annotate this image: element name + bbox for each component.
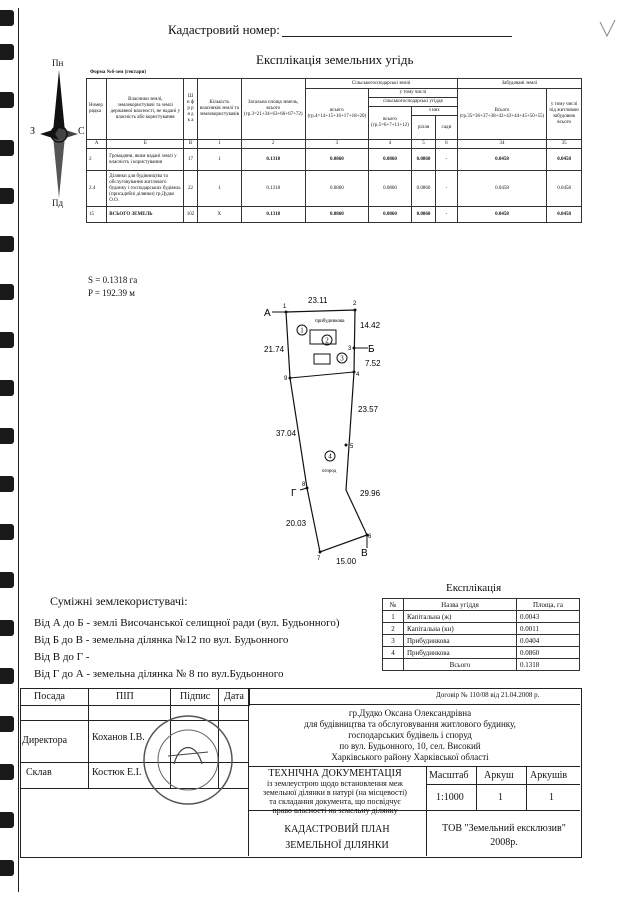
neighbor-item: Від В до Г - xyxy=(34,651,90,663)
table-row-total: Всього 0.1318 xyxy=(383,659,580,671)
length-5-6: 29.96 xyxy=(360,489,381,498)
th-housing: у тому числі під житловою забудовою всього xyxy=(547,89,582,140)
length-2-3: 14.42 xyxy=(360,321,381,330)
company-block xyxy=(428,822,580,850)
parcel-number-2: 2 xyxy=(325,336,329,345)
point-9: 9 xyxy=(284,376,288,382)
pencil-mark xyxy=(598,18,618,40)
point-6: 6 xyxy=(368,534,372,540)
point-4: 4 xyxy=(356,372,360,378)
letter-row: А Б В 1 2 3 4 5 6 34 35 xyxy=(87,140,582,149)
explication-title: Експлікація xyxy=(446,582,502,594)
letter-g: Г xyxy=(291,488,297,499)
table-row: 4 Прибудинкова 0.0860 xyxy=(383,647,580,659)
neighbor-item: Від Б до В - земельна ділянка №12 по вул. Будьонного xyxy=(34,634,289,646)
perimeter-value: P = 192.39 м xyxy=(88,288,135,298)
th-agri-all: всього (гр.5=6+7+11+12) xyxy=(369,107,412,140)
point-8: 8 xyxy=(302,482,306,488)
compass-south: Пд xyxy=(52,198,64,208)
th-agri-group: Сільськогосподарські землі xyxy=(305,79,457,89)
contract-number: Договір № 110/08 від 21.04.2008 р. xyxy=(436,691,540,699)
binder-strip xyxy=(0,0,16,900)
explication-table: № Назва угіддя Площа, га 1 Капітальна (ж) 0.0043 2 Капітальна (кн) 0.0011 3 Прибудинкова 0.0404 4 Прибудинкова 0.0860 Всього 0.1318 xyxy=(382,598,580,671)
parcel-plan xyxy=(250,290,410,580)
letter-b: Б xyxy=(368,344,375,355)
neighbors-list xyxy=(34,615,340,683)
label-garden: огород xyxy=(322,469,337,474)
table-row: 2.4 Ділянки для будівництва та обслуговування житлового будинку і господарських будівель (присадибні ділянки) гр.Дудко О.О. 22 1 0.1318 0.0860 0.0860 0.0860 - 0.0458 0.0458 xyxy=(87,171,582,207)
form-note: Форма №6-зем (гектари) xyxy=(90,70,147,75)
cadastral-number-line xyxy=(282,36,512,37)
tech-doc-title: ТЕХНІЧНА ДОКУМЕНТАЦІЯ xyxy=(268,768,402,779)
inner-boundary xyxy=(290,372,354,378)
label-yard: прибудинкова xyxy=(315,319,345,324)
neighbors-title: Суміжні землекористувачі: xyxy=(50,594,188,608)
compass-north: Пн xyxy=(52,58,64,68)
area-value: S = 0.1318 га xyxy=(88,275,138,285)
length-7-6: 15.00 xyxy=(336,557,357,566)
th-agri-total: всього (гр.4=14+15+16+17+18+20) xyxy=(305,89,369,140)
tech-doc-block: ТЕХНІЧНА ДОКУМЕНТАЦІЯ із землеустрою щодо встановлення меж земельної ділянки в натурі (на місцевості) та складання документа, що посвідчує право власності на земельну ділянку xyxy=(250,768,420,815)
parcel-boundary xyxy=(286,310,367,552)
page-title: Експлікація земельних угідь xyxy=(256,52,414,67)
th-total-area: Загальна площа земель, всього (гр.3=21+34+63+66+67+72) xyxy=(242,79,306,140)
length-8-7: 20.03 xyxy=(286,519,307,528)
row-director-position: Директора xyxy=(22,735,68,746)
plan-title: КАДАСТРОВИЙ ПЛАН ЗЕМЕЛЬНОЇ ДІЛЯНКИ xyxy=(284,824,390,851)
th-incl: у тому числі xyxy=(369,89,458,98)
row-compiler-name: Костюк Е.І. xyxy=(92,767,142,778)
point-1: 1 xyxy=(283,304,287,310)
row-compiler-position: Склав xyxy=(26,767,52,778)
parcel-number-3: 3 xyxy=(340,354,344,363)
th-arable: рілля xyxy=(411,116,435,140)
parcel-number-1: 1 xyxy=(300,326,304,335)
table-row: 1 Капітальна (ж) 0.0043 xyxy=(383,611,580,623)
row-director-name: Коханов І.В. xyxy=(92,732,145,743)
sheet-label: Аркуш xyxy=(484,770,514,781)
scale-value: 1:1000 xyxy=(436,792,464,803)
length-1-2: 23.11 xyxy=(308,296,328,305)
point-7: 7 xyxy=(317,556,321,562)
compass-east: С xyxy=(78,126,85,137)
point-5: 5 xyxy=(350,444,354,450)
sheets-value: 1 xyxy=(549,792,554,803)
table-row-total: 15 ВСЬОГО ЗЕМЕЛЬ 102 X 0.1318 0.0860 0.0860 0.0860 - 0.0458 0.0458 xyxy=(87,207,582,223)
official-seal-icon xyxy=(140,712,236,808)
th-count: Кількість власників землі та землекористувачів xyxy=(197,79,241,140)
compass-rose-icon xyxy=(38,70,80,198)
point-2: 2 xyxy=(353,301,357,307)
table-row: 2 Громадяни, яким надані землі у власність і користування 17 1 0.1318 0.0860 0.0860 0.0860 - 0.0458 0.0458 xyxy=(87,149,582,171)
sheets-label: Аркушів xyxy=(530,770,568,781)
th-owner: Власники землі, землекористувачі та землі державної власності, не надані у власність або користування xyxy=(107,79,184,140)
neighbor-item: Від А до Б - землі Височанської селищної ради (вул. Будьонного) xyxy=(34,617,340,629)
cadastral-label: Кадастровий номер: xyxy=(168,22,280,37)
col-position: Посада xyxy=(34,691,65,702)
company-name: ТОВ "Земельний ексклюзив" xyxy=(442,823,566,834)
th-incl2: з них xyxy=(411,107,457,116)
col-date: Дата xyxy=(224,691,244,702)
letter-a: А xyxy=(264,308,271,319)
point-3: 3 xyxy=(348,346,352,352)
col-sign: Підпис xyxy=(180,691,211,702)
th-gardens: сади xyxy=(436,116,458,140)
neighbor-item: Від Г до А - земельна ділянка № 8 по вул.Будьонного xyxy=(34,668,284,680)
col-name: ПІП xyxy=(116,691,134,702)
length-1-9: 21.74 xyxy=(264,345,285,354)
company-year: 2008р. xyxy=(490,837,518,848)
sheet-value: 1 xyxy=(498,792,503,803)
building-outbuilding xyxy=(314,354,330,364)
length-4-5: 23.57 xyxy=(358,405,379,414)
parcel-number-4: 4 xyxy=(328,452,332,461)
length-9-8: 37.04 xyxy=(276,429,297,438)
table-row: 3 Прибудинкова 0.0404 xyxy=(383,635,580,647)
table-row: 2 Капітальна (кн) 0.0011 xyxy=(383,623,580,635)
th-num: Номер рядка xyxy=(87,79,107,140)
scale-label: Масштаб xyxy=(429,770,469,781)
client-info: гр.Дудко Оксана Олександрівна для будівництва та обслуговування житлового будинку, господарських будівель і споруд по вул. Будьонного, 10, сел. Високий Харківського району Харківської області xyxy=(304,708,516,762)
compass-west: З xyxy=(30,126,36,137)
th-agri-lands: сільськогосподарські угіддя xyxy=(369,98,458,107)
th-built-group: Забудовані землі xyxy=(457,79,581,89)
th-built-total: Всього (гр.35=36+37+38+42+43+44+45+50+55) xyxy=(457,89,547,140)
land-explication-table xyxy=(86,78,582,223)
letter-v: В xyxy=(361,548,368,559)
th-row-code: Ш и ф р р я д к а xyxy=(184,79,197,140)
length-3-4: 7.52 xyxy=(365,359,381,368)
